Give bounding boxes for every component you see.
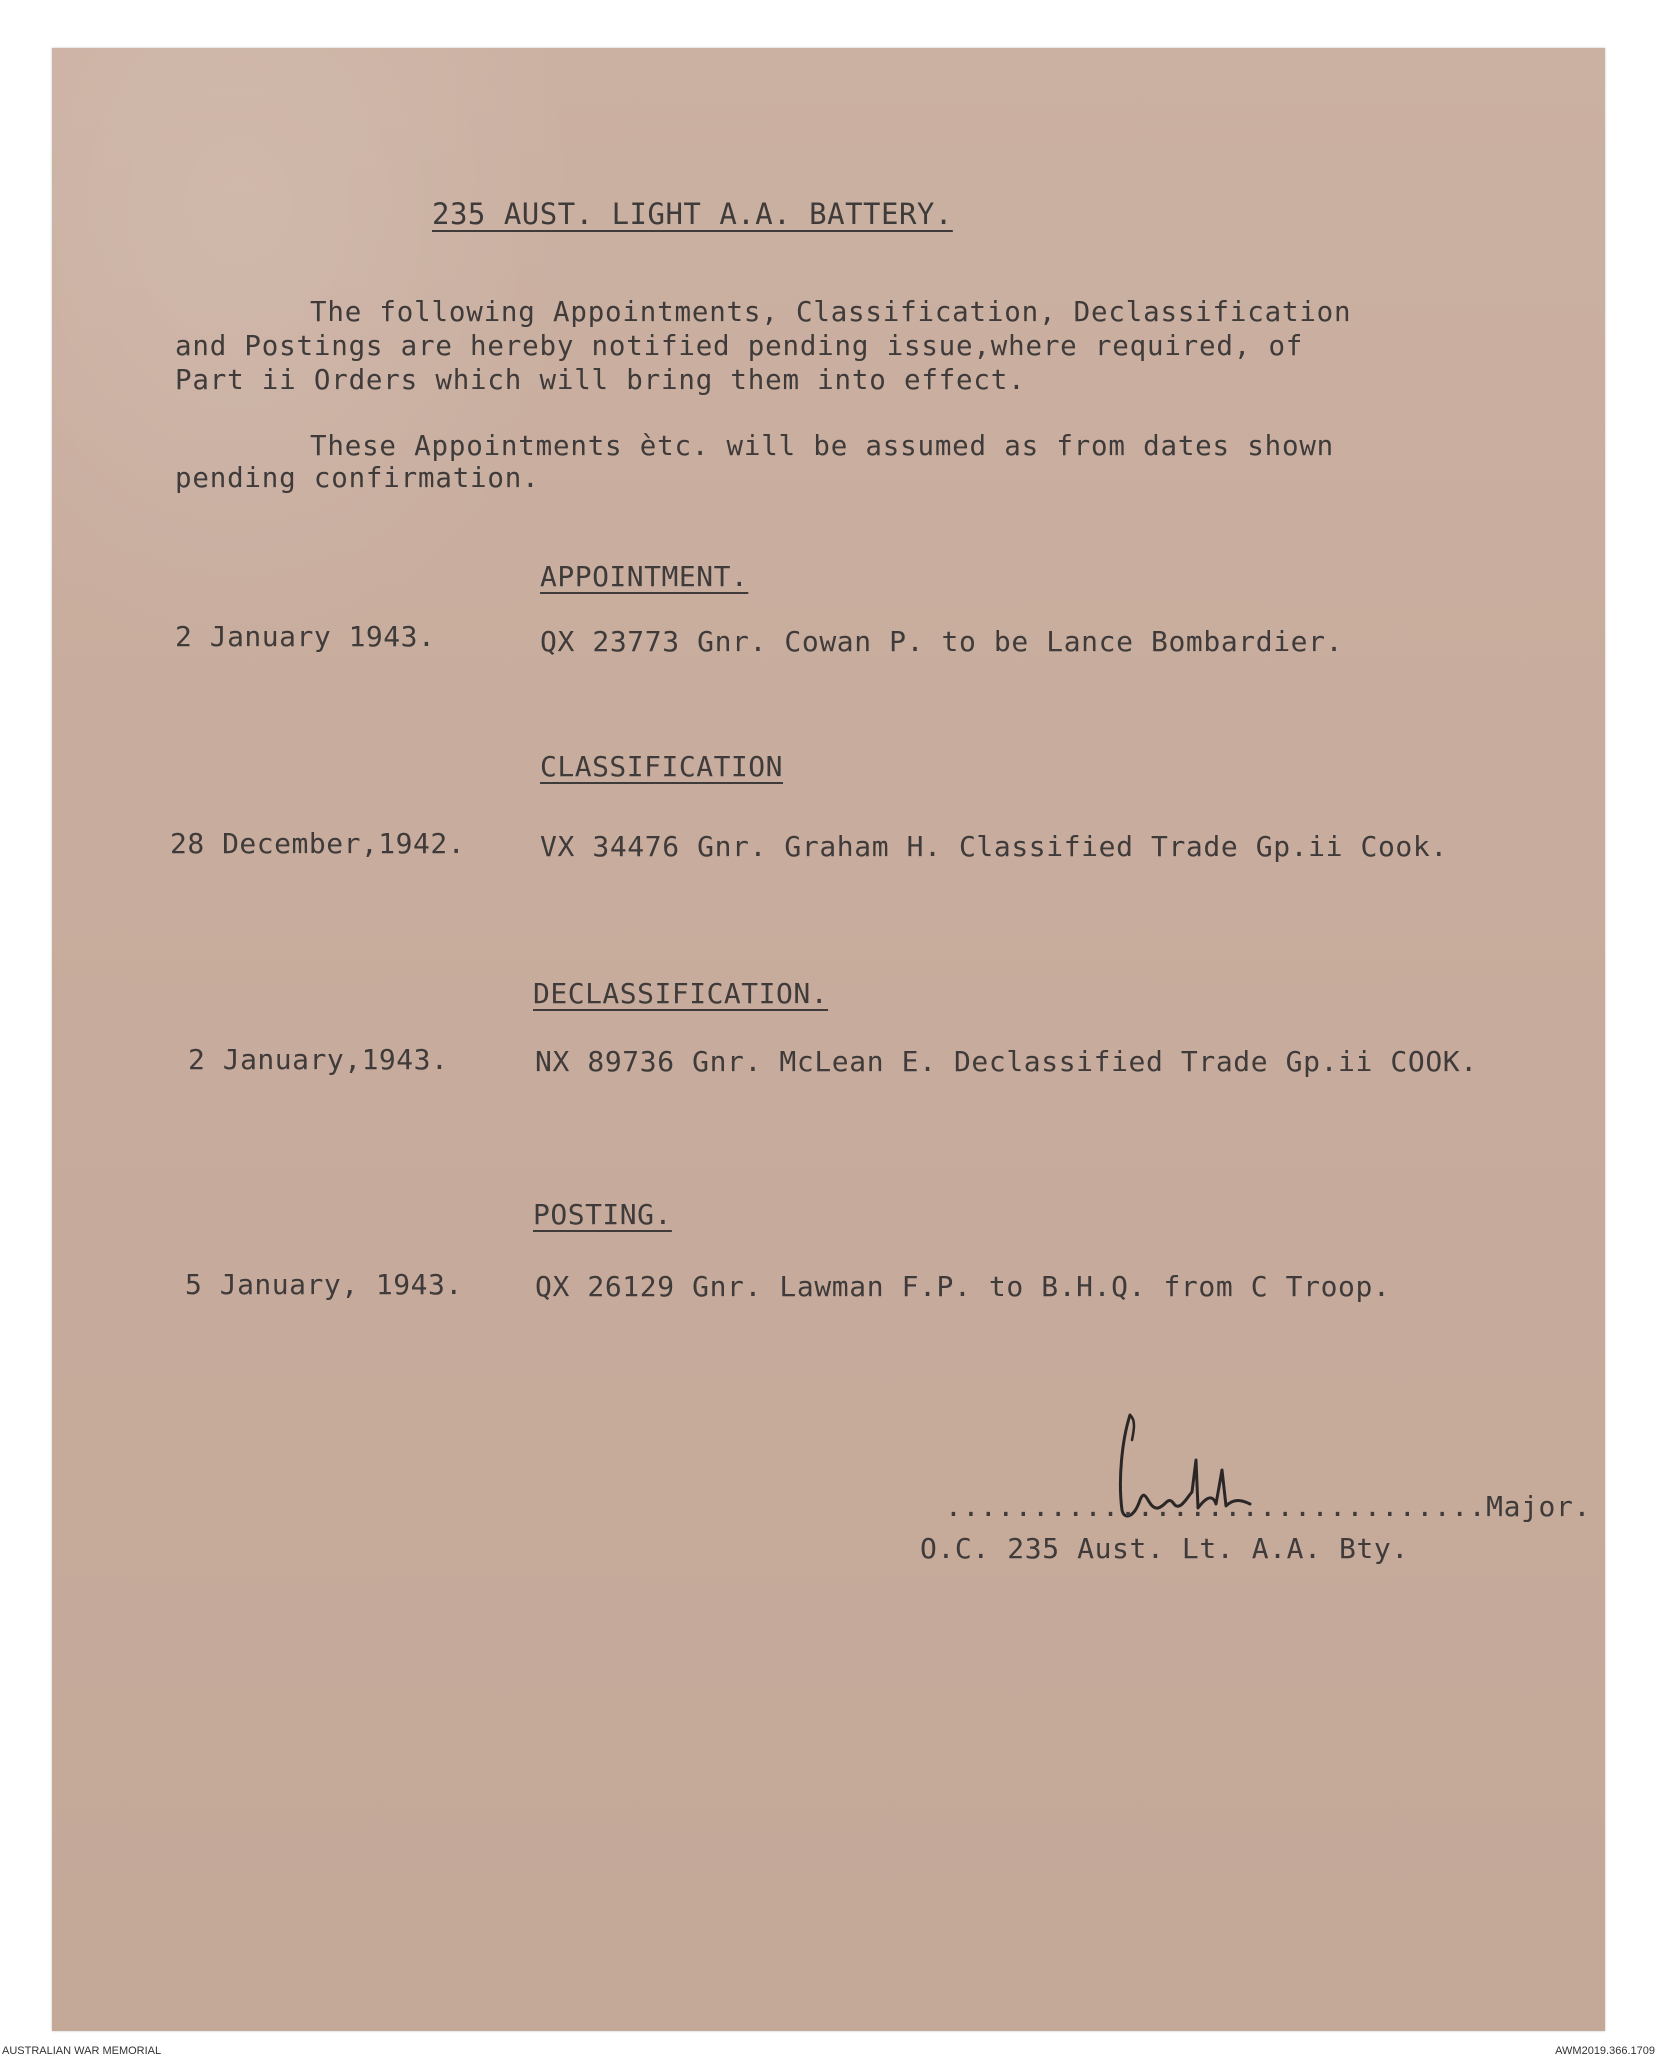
section-heading-declassification: DECLASSIFICATION. [533,977,829,1010]
intro-line-2: and Postings are hereby notified pending issue,where required, of [175,330,1304,362]
note-line-1: These Appointments ètc. will be assumed as from dates shown [310,430,1335,462]
section-heading-posting: POSTING. [533,1198,672,1231]
footer-catalog-id: AWM2019.366.1709 [1555,2045,1655,2057]
section-heading-appointment: APPOINTMENT. [540,560,749,593]
posting-date: 5 January, 1943. [185,1268,463,1301]
classification-entry: VX 34476 Gnr. Graham H. Classified Trade Gp.ii Cook. [540,830,1448,863]
declassification-entry: NX 89736 Gnr. McLean E. Declassified Trade Gp.ii COOK. [535,1045,1478,1078]
footer-institution: AUSTRALIAN WAR MEMORIAL [2,2045,162,2057]
intro-line-1: The following Appointments, Classification, Declassification [310,296,1352,328]
intro-line-3: Part ii Orders which will bring them into effect. [175,364,1026,396]
note-line-2: pending confirmation. [175,462,540,494]
appointment-date: 2 January 1943. [175,620,436,653]
classification-date: 28 December,1942. [170,827,466,860]
signature-line: ...............................Major. [945,1490,1591,1523]
posting-entry: QX 26129 Gnr. Lawman F.P. to B.H.Q. from C Troop. [535,1270,1391,1303]
declassification-date: 2 January,1943. [188,1043,449,1076]
signatory-title: O.C. 235 Aust. Lt. A.A. Bty. [920,1532,1409,1565]
document-title: 235 AUST. LIGHT A.A. BATTERY. [432,197,953,231]
appointment-entry: QX 23773 Gnr. Cowan P. to be Lance Bombardier. [540,625,1344,658]
section-heading-classification: CLASSIFICATION [540,750,784,783]
